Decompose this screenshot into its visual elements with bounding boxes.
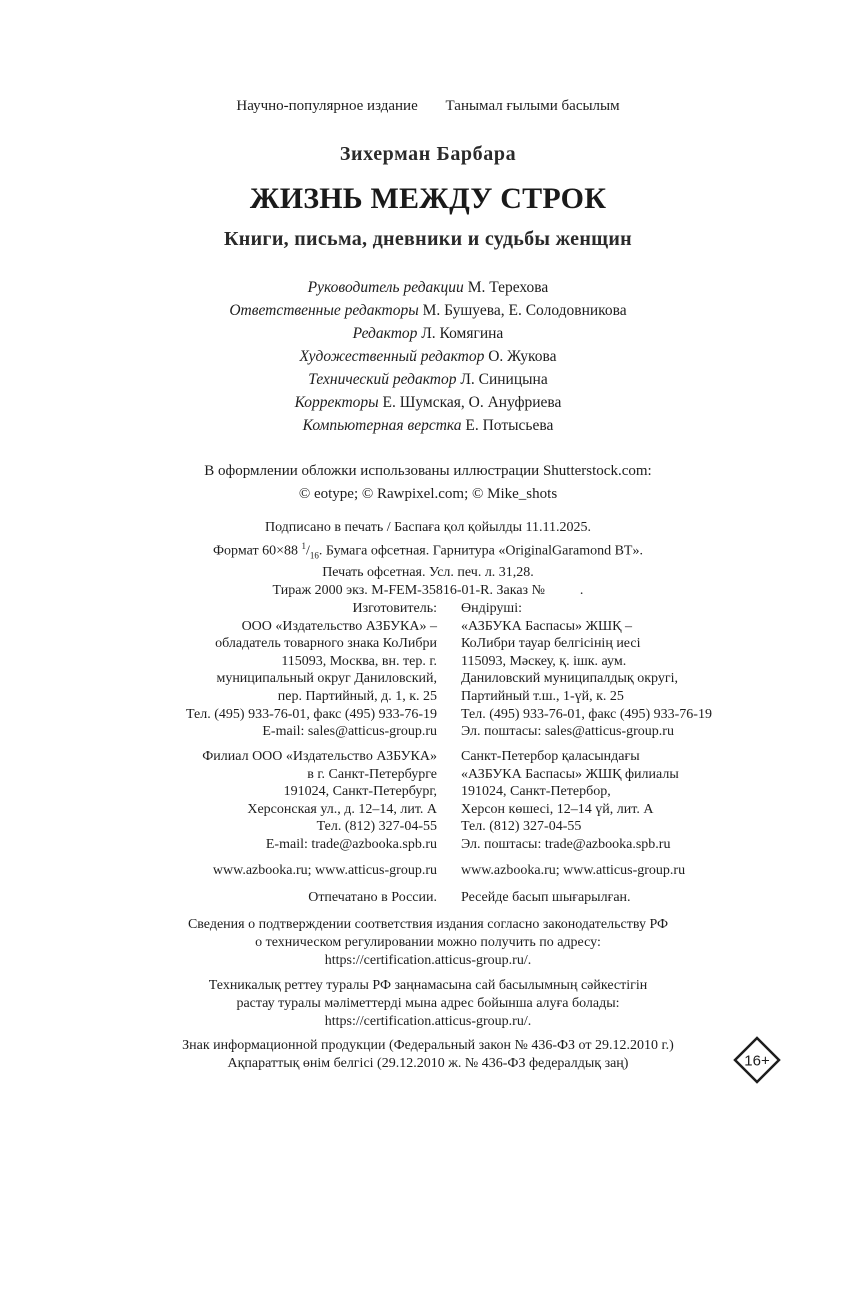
branch-ru-line: в г. Санкт-Петербурге xyxy=(307,766,437,782)
branch-kz-line: 191024, Санкт-Петербор, xyxy=(461,784,611,800)
credit-line xyxy=(0,391,856,414)
credit-line xyxy=(0,276,856,299)
age-rating-text: 16+ xyxy=(744,1052,770,1070)
info-mark-kz: Ақпараттық өнім белгісі (29.12.2010 ж. № 436-ФЗ федералдық заң) xyxy=(227,1056,629,1071)
print-run: Тираж 2000 экз. M-FEM-35816-01-R. Заказ № . xyxy=(272,583,584,599)
credit-name: Е. Потысьева xyxy=(465,417,554,434)
credit-name: Л. Комягина xyxy=(421,325,504,342)
manufacturer-ru-line: муниципальный округ Даниловский, xyxy=(216,671,437,687)
credit-role: Корректоры xyxy=(294,394,379,411)
manufacturer-kz-line: «АЗБУКА Баспасы» ЖШҚ – xyxy=(461,618,632,634)
edition-labels xyxy=(0,98,856,115)
manufacturer-ru-line: Изготовитель: xyxy=(352,601,437,616)
print-press: Печать офсетная. Усл. печ. л. 31,28. xyxy=(322,565,534,581)
branch-ru-line: Херсонская ул., д. 12–14, лит. А xyxy=(247,801,437,817)
printed-kz: Ресейде басып шығарылған. xyxy=(461,890,631,905)
info-mark-ru: Знак информационной продукции (Федеральный закон № 436-ФЗ от 29.12.2010 г.) xyxy=(182,1038,674,1053)
branch-ru-line: E-mail: trade@azbooka.spb.ru xyxy=(265,836,437,852)
branch-kz-line: Херсон көшесі, 12–14 үй, лит. А xyxy=(461,801,654,817)
info-product-mark xyxy=(0,1037,856,1073)
print-info xyxy=(0,519,856,600)
branch-ru-line: 191024, Санкт-Петербург, xyxy=(283,784,437,800)
branch-kz-line: Санкт-Петербор қаласындағы xyxy=(461,749,640,764)
web-kz: www.azbooka.ru; www.atticus-group.ru xyxy=(461,863,686,878)
cover-credits-line2: © eotype; © Rawpixel.com; © Mike_shots xyxy=(298,486,558,502)
format-prefix: Формат 60×88 xyxy=(213,543,298,559)
edition-label-kz: Танымал ғылыми басылым xyxy=(445,98,620,114)
manufacturer-kz xyxy=(461,600,712,741)
printed-ru: Отпечатано в России. xyxy=(308,890,437,905)
cert-ru-line: Сведения о подтверждении соответствия издания согласно законодательству РФ xyxy=(187,917,669,932)
cert-kz-line: Техникалық реттеу туралы РФ заңнамасына сай басылымның сәйкестігін xyxy=(208,978,648,993)
branch-kz-line: Тел. (812) 327-04-55 xyxy=(461,819,582,835)
branch-kz xyxy=(461,748,679,854)
credit-role: Технический редактор xyxy=(308,371,457,388)
credit-name: Е. Шумская, О. Ануфриева xyxy=(382,394,562,411)
credit-name: М. Терехова xyxy=(467,279,549,296)
manufacturer-ru xyxy=(186,600,437,741)
credit-line xyxy=(0,345,856,368)
cert-kz-line: https://certification.atticus-group.ru/. xyxy=(324,1014,532,1029)
format-sub: 16 xyxy=(309,550,319,561)
cert-ru-line: о техническом регулировании можно получить по адресу: xyxy=(255,935,601,950)
book-subtitle: Книги, письма, дневники и судьбы женщин xyxy=(223,228,632,250)
manufacturer-kz-line: Партийный т.ш., 1-үй, к. 25 xyxy=(461,688,624,704)
credit-line xyxy=(0,368,856,391)
branch-ru-line: Филиал ООО «Издательство АЗБУКА» xyxy=(202,749,437,764)
manufacturer-ru-line: ООО «Издательство АЗБУКА» – xyxy=(241,618,437,634)
credit-role: Ответственные редакторы xyxy=(229,302,419,319)
author-name: Зихерман Барбара xyxy=(339,143,517,165)
credit-role: Руководитель редакции xyxy=(307,279,464,296)
credit-name: М. Бушуева, Е. Солодовникова xyxy=(422,302,627,319)
branch-ru xyxy=(202,748,437,854)
branch-ru-line: Тел. (812) 327-04-55 xyxy=(316,819,437,835)
cover-credits xyxy=(0,460,856,506)
cert-ru-line: https://certification.atticus-group.ru/. xyxy=(324,953,532,968)
credit-role: Художественный редактор xyxy=(299,348,485,365)
credit-name: О. Жукова xyxy=(488,348,557,365)
manufacturer-kz-line: 115093, Мәскеу, қ. ішк. аум. xyxy=(461,653,627,669)
print-signed: Подписано в печать / Баспаға қол қойылды 11.11.2025. xyxy=(264,520,592,535)
certification-ru xyxy=(0,916,856,970)
credit-line xyxy=(0,322,856,345)
branch-kz-line: «АЗБУКА Баспасы» ЖШҚ филиалы xyxy=(461,766,679,782)
format-suffix: . Бумага офсетная. Гарнитура «OriginalGaramond BT». xyxy=(318,543,643,559)
manufacturer-ru-line: Тел. (495) 933-76-01, факс (495) 933-76-19 xyxy=(186,706,437,722)
manufacturer-kz-line: Тел. (495) 933-76-01, факс (495) 933-76-19 xyxy=(461,706,712,722)
cert-kz-line: растау туралы мәліметтерді мына адрес бойынша алуға болады: xyxy=(236,996,620,1011)
age-rating-badge xyxy=(733,1036,781,1084)
credit-line xyxy=(0,414,856,437)
manufacturer-kz-line: КоЛибри тауар белгісінің иесі xyxy=(461,636,641,652)
print-format: Формат 60×88 $^1/_{16}$. Бумага офсетная. Гарнитура «OriginalGaramond BT». xyxy=(213,541,643,561)
age-rating-diamond-icon xyxy=(733,1036,781,1084)
manufacturer-ru-line: 115093, Москва, вн. тер. г. xyxy=(281,653,437,669)
cover-credits-line1: В оформлении обложки использованы иллюстрации Shutterstock.com: xyxy=(204,463,652,479)
credit-role: Компьютерная верстка xyxy=(302,417,462,434)
manufacturer-ru-line: E-mail: sales@atticus-group.ru xyxy=(262,724,437,740)
branch-kz-line: Эл. поштасы: trade@azbooka.spb.ru xyxy=(461,836,671,852)
manufacturer-kz-line: Өндіруші: xyxy=(461,601,522,616)
certification-kz xyxy=(0,977,856,1031)
edition-label-ru: Научно-популярное издание xyxy=(236,98,418,114)
credits-block xyxy=(0,276,856,437)
manufacturer-ru-line: обладатель товарного знака КоЛибри xyxy=(215,636,437,652)
format-sup: 1 xyxy=(301,541,306,551)
book-title: ЖИЗНЬ МЕЖДУ СТРОК xyxy=(249,182,607,215)
credit-line xyxy=(0,299,856,322)
manufacturer-kz-line: Эл. поштасы: sales@atticus-group.ru xyxy=(461,724,674,740)
credit-role: Редактор xyxy=(352,325,418,342)
web-ru: www.azbooka.ru; www.atticus-group.ru xyxy=(212,863,437,878)
manufacturer-ru-line: пер. Партийный, д. 1, к. 25 xyxy=(277,688,437,704)
credit-name: Л. Синицына xyxy=(460,371,548,388)
manufacturer-kz-line: Даниловский муниципалдық округі, xyxy=(461,671,678,687)
